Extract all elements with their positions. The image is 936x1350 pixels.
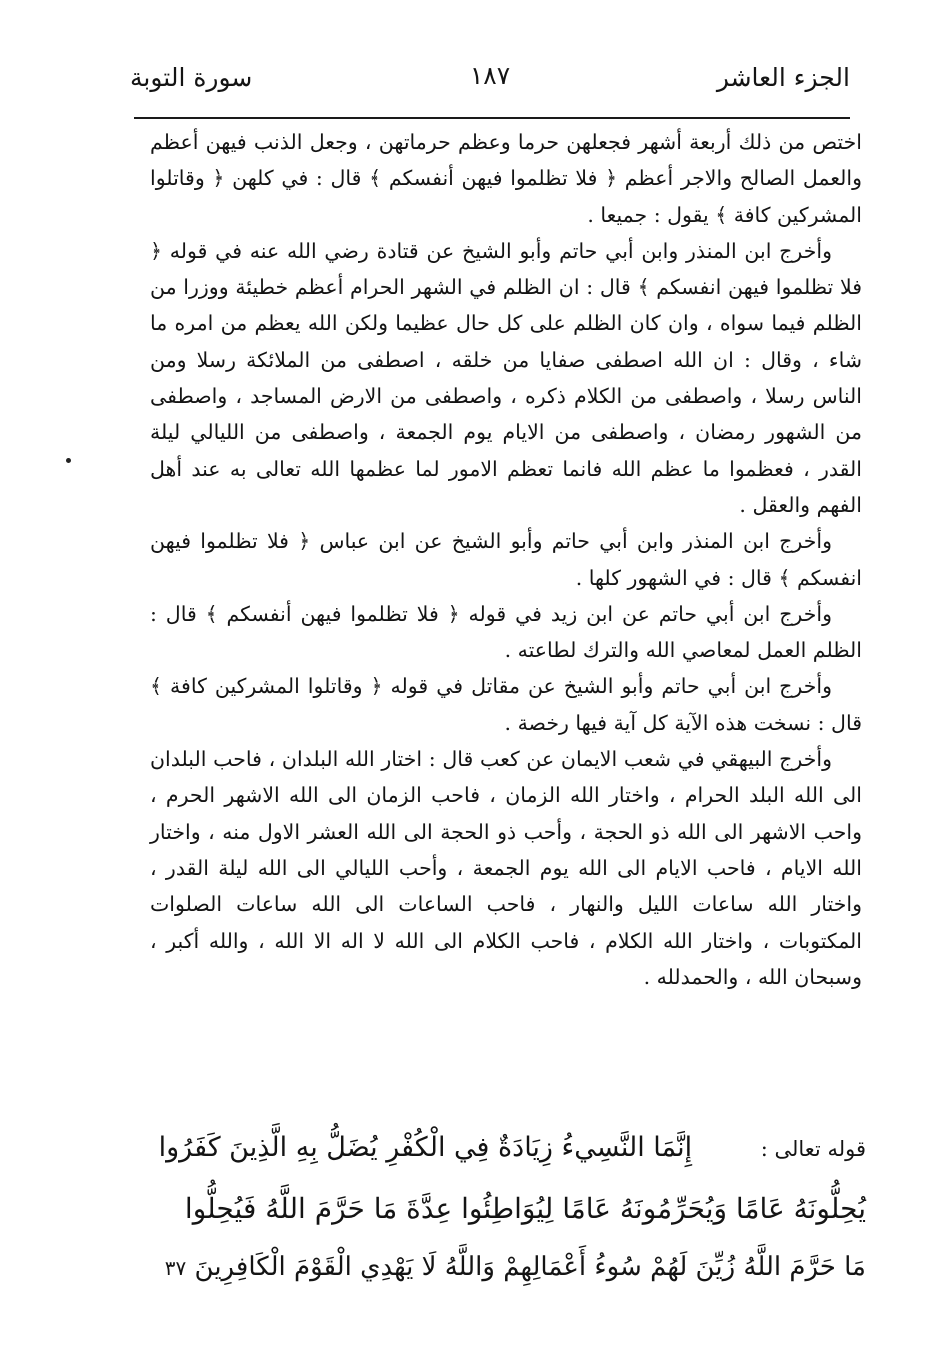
surah-title: سورة التوبة [130,63,253,92]
commentary-text [150,124,862,995]
paragraph-6: وأخرج البيهقي في شعب الايمان عن كعب قال : اختار الله البلدان ، فاحب البلدان الى الله البلد الحرام ، واختار الله الزمان ، فاحب الزمان الى الله الاشهر الحرم ، واحب الاشهر الى الله ذو الحجة ، وأحب ذو الحجة الى الله العشر الاول منه ، واختار الله الايام ، فاحب الايام الى الله يوم الجمعة ، وأحب الليالي الى الله ليلة القدر ، واختار الله ساعات الليل والنهار ، فاحب الساعات الى الله ساعات الصلوات المكتوبات ، واختار الله الكلام ، فاحب الكلام الى الله لا اله الا الله ، والله أكبر ، وسبحان الله ، والحمدلله . [150,747,862,989]
verse-intro: قوله تعالى : [760,1137,866,1161]
verse-line-1 [146,1118,866,1179]
quran-verse [146,1118,866,1298]
page-number: ١٨٧ [469,61,511,90]
verse-text-3: مَا حَرَّمَ اللَّهُ زُيِّنَ لَهُمْ سُوءُ أَعْمَالِهِمْ وَاللَّهُ لَا يَهْدِي الْقَوْمَ الْكَافِرِينَ [194,1252,866,1282]
verse-text-2: يُحِلُّونَهُ عَامًا وَيُحَرِّمُونَهُ عَامًا لِيُوَاطِئُوا عِدَّةَ مَا حَرَّمَ اللَّهُ فَيُحِلُّوا [184,1192,866,1225]
verse-line-3 [146,1238,866,1298]
margin-dot [66,458,71,463]
page-header [130,58,850,106]
paragraph-1: اختص من ذلك أربعة أشهر فجعلهن حرما وعظم حرماتهن ، وجعل الذنب فيهن أعظم والعمل الصالح والاجر أعظم ﴿ فلا تظلموا فيهن أنفسكم ﴾ قال : في كلهن ﴿ وقاتلوا المشركين كافة ﴾ يقول : جميعا . [150,130,862,227]
verse-line-2 [146,1179,866,1238]
paragraph-5: وأخرج ابن أبي حاتم وأبو الشيخ عن مقاتل في قوله ﴿ وقاتلوا المشركين كافة ﴾ قال : نسخت هذه الآية كل آية فيها رخصة . [150,674,862,735]
paragraph-2: وأخرج ابن المنذر وابن أبي حاتم وأبو الشيخ عن قتادة رضي الله عنه في قوله ﴿ فلا تظلموا فيهن انفسكم ﴾ قال : ان الظلم في الشهر الحرام أعظم خطيئة ووزرا من الظلم فيما سواه ، وان كان الظلم على كل حال عظيما ولكن الله يعظم من امره ما شاء ، وقال : ان الله اصطفى صفايا من خلقه ، اصطفى من الملائكة رسلا ومن الناس رسلا ، واصطفى من الكلام ذكره ، واصطفى من الارض المساجد ، واصطفى من الشهور رمضان ، واصطفى من الايام يوم الجمعة ، واصطفى من الليالي ليلة القدر ، فعظموا ما عظم الله فانما تعظم الامور لما عظمها الله تعالى به عند أهل الفهم والعقل . [150,238,862,517]
header-rule [134,117,850,119]
verse-text-1: إِنَّمَا النَّسِيءُ زِيَادَةٌ فِي الْكُفْرِ يُضَلُّ بِهِ الَّذِينَ كَفَرُوا [158,1132,693,1163]
paragraph-4: وأخرج ابن أبي حاتم عن ابن زيد في قوله ﴿ فلا تظلموا فيهن أنفسكم ﴾ قال : الظلم العمل لمعاصي الله والترك لطاعته . [150,601,862,663]
paragraph-3: وأخرج ابن المنذر وابن أبي حاتم وأبو الشيخ عن ابن عباس ﴿ فلا تظلموا فيهن انفسكم ﴾ قال : في الشهور كلها . [150,529,862,590]
juz-title: الجزء العاشر [716,63,850,92]
ayah-number: ٣٧ [164,1256,187,1280]
